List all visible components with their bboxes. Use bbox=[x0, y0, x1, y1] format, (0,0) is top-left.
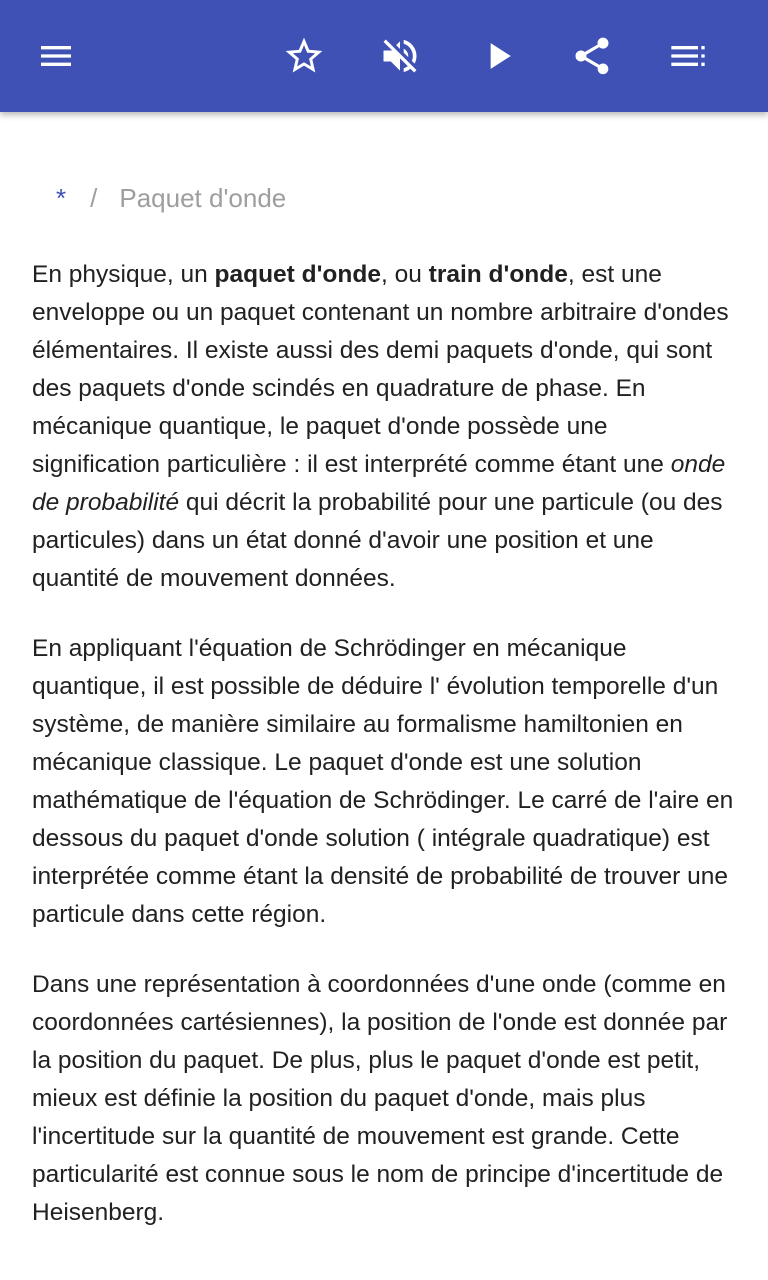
favorite-button[interactable] bbox=[276, 28, 332, 84]
article-paragraph-3: Dans une représentation à coordonnées d'une onde (comme en coordonnées cartésiennes), la position de l'onde est donnée par la position du paquet. De plus, plus le paquet d'onde est petit, mieux est définie la position du paquet d'onde, mais plus l'incertitude sur la quantité de mouvement est grande. Cette particularité est connue sous le nom de principe d'incertitude de Heisenberg. bbox=[32, 971, 728, 1226]
share-icon bbox=[570, 34, 614, 78]
breadcrumb bbox=[56, 178, 286, 218]
play-icon bbox=[476, 34, 520, 78]
share-button[interactable] bbox=[564, 28, 620, 84]
playlist-icon bbox=[668, 36, 708, 76]
menu-button[interactable] bbox=[28, 28, 84, 84]
volume-off-icon bbox=[378, 34, 422, 78]
app-bar bbox=[0, 0, 768, 112]
term-train-d-onde: train d'onde bbox=[428, 261, 568, 288]
article-paragraph-1 bbox=[32, 256, 738, 598]
paragraph-text: En physique, un bbox=[32, 261, 215, 288]
mute-button[interactable] bbox=[372, 28, 428, 84]
article-content bbox=[0, 112, 768, 1280]
contents-button[interactable] bbox=[660, 28, 716, 84]
paragraph-text: qui décrit la probabilité pour une particule (ou des particules) dans un état donné d'avoir une position et une quantité de mouvement données. bbox=[32, 489, 723, 592]
paragraph-text: , ou bbox=[380, 261, 429, 288]
breadcrumb-home-link[interactable]: * bbox=[56, 183, 67, 213]
term-paquet-d-onde: paquet d'onde bbox=[214, 261, 381, 288]
breadcrumb-current: Paquet d'onde bbox=[119, 183, 287, 213]
article-body bbox=[32, 256, 738, 1264]
paragraph-text: , est une enveloppe ou un paquet contenant un nombre arbitraire d'ondes élémentaires. Il existe aussi des demi paquets d'onde, qui sont des paquets d'onde scindés en quadrature de phase. En mécanique quantique, le paquet d'onde possède une signification particulière : il est interprété comme étant une bbox=[32, 261, 729, 478]
term-onde-de-probabilite: onde de probabilité bbox=[32, 451, 726, 516]
menu-icon bbox=[36, 36, 76, 76]
play-button[interactable] bbox=[470, 28, 526, 84]
article-paragraph-2: En appliquant l'équation de Schrödinger en mécanique quantique, il est possible de déduire l' évolution temporelle d'un système, de manière similaire au formalisme hamiltonien en mécanique classique. Le paquet d'onde est une solution mathématique de l'équation de Schrödinger. Le carré de l'aire en dessous du paquet d'onde solution ( intégrale quadratique) est interprétée comme étant la densité de probabilité de trouver une particule dans cette région. bbox=[32, 635, 734, 928]
breadcrumb-separator: / bbox=[90, 183, 98, 213]
star-outline-icon bbox=[282, 34, 326, 78]
